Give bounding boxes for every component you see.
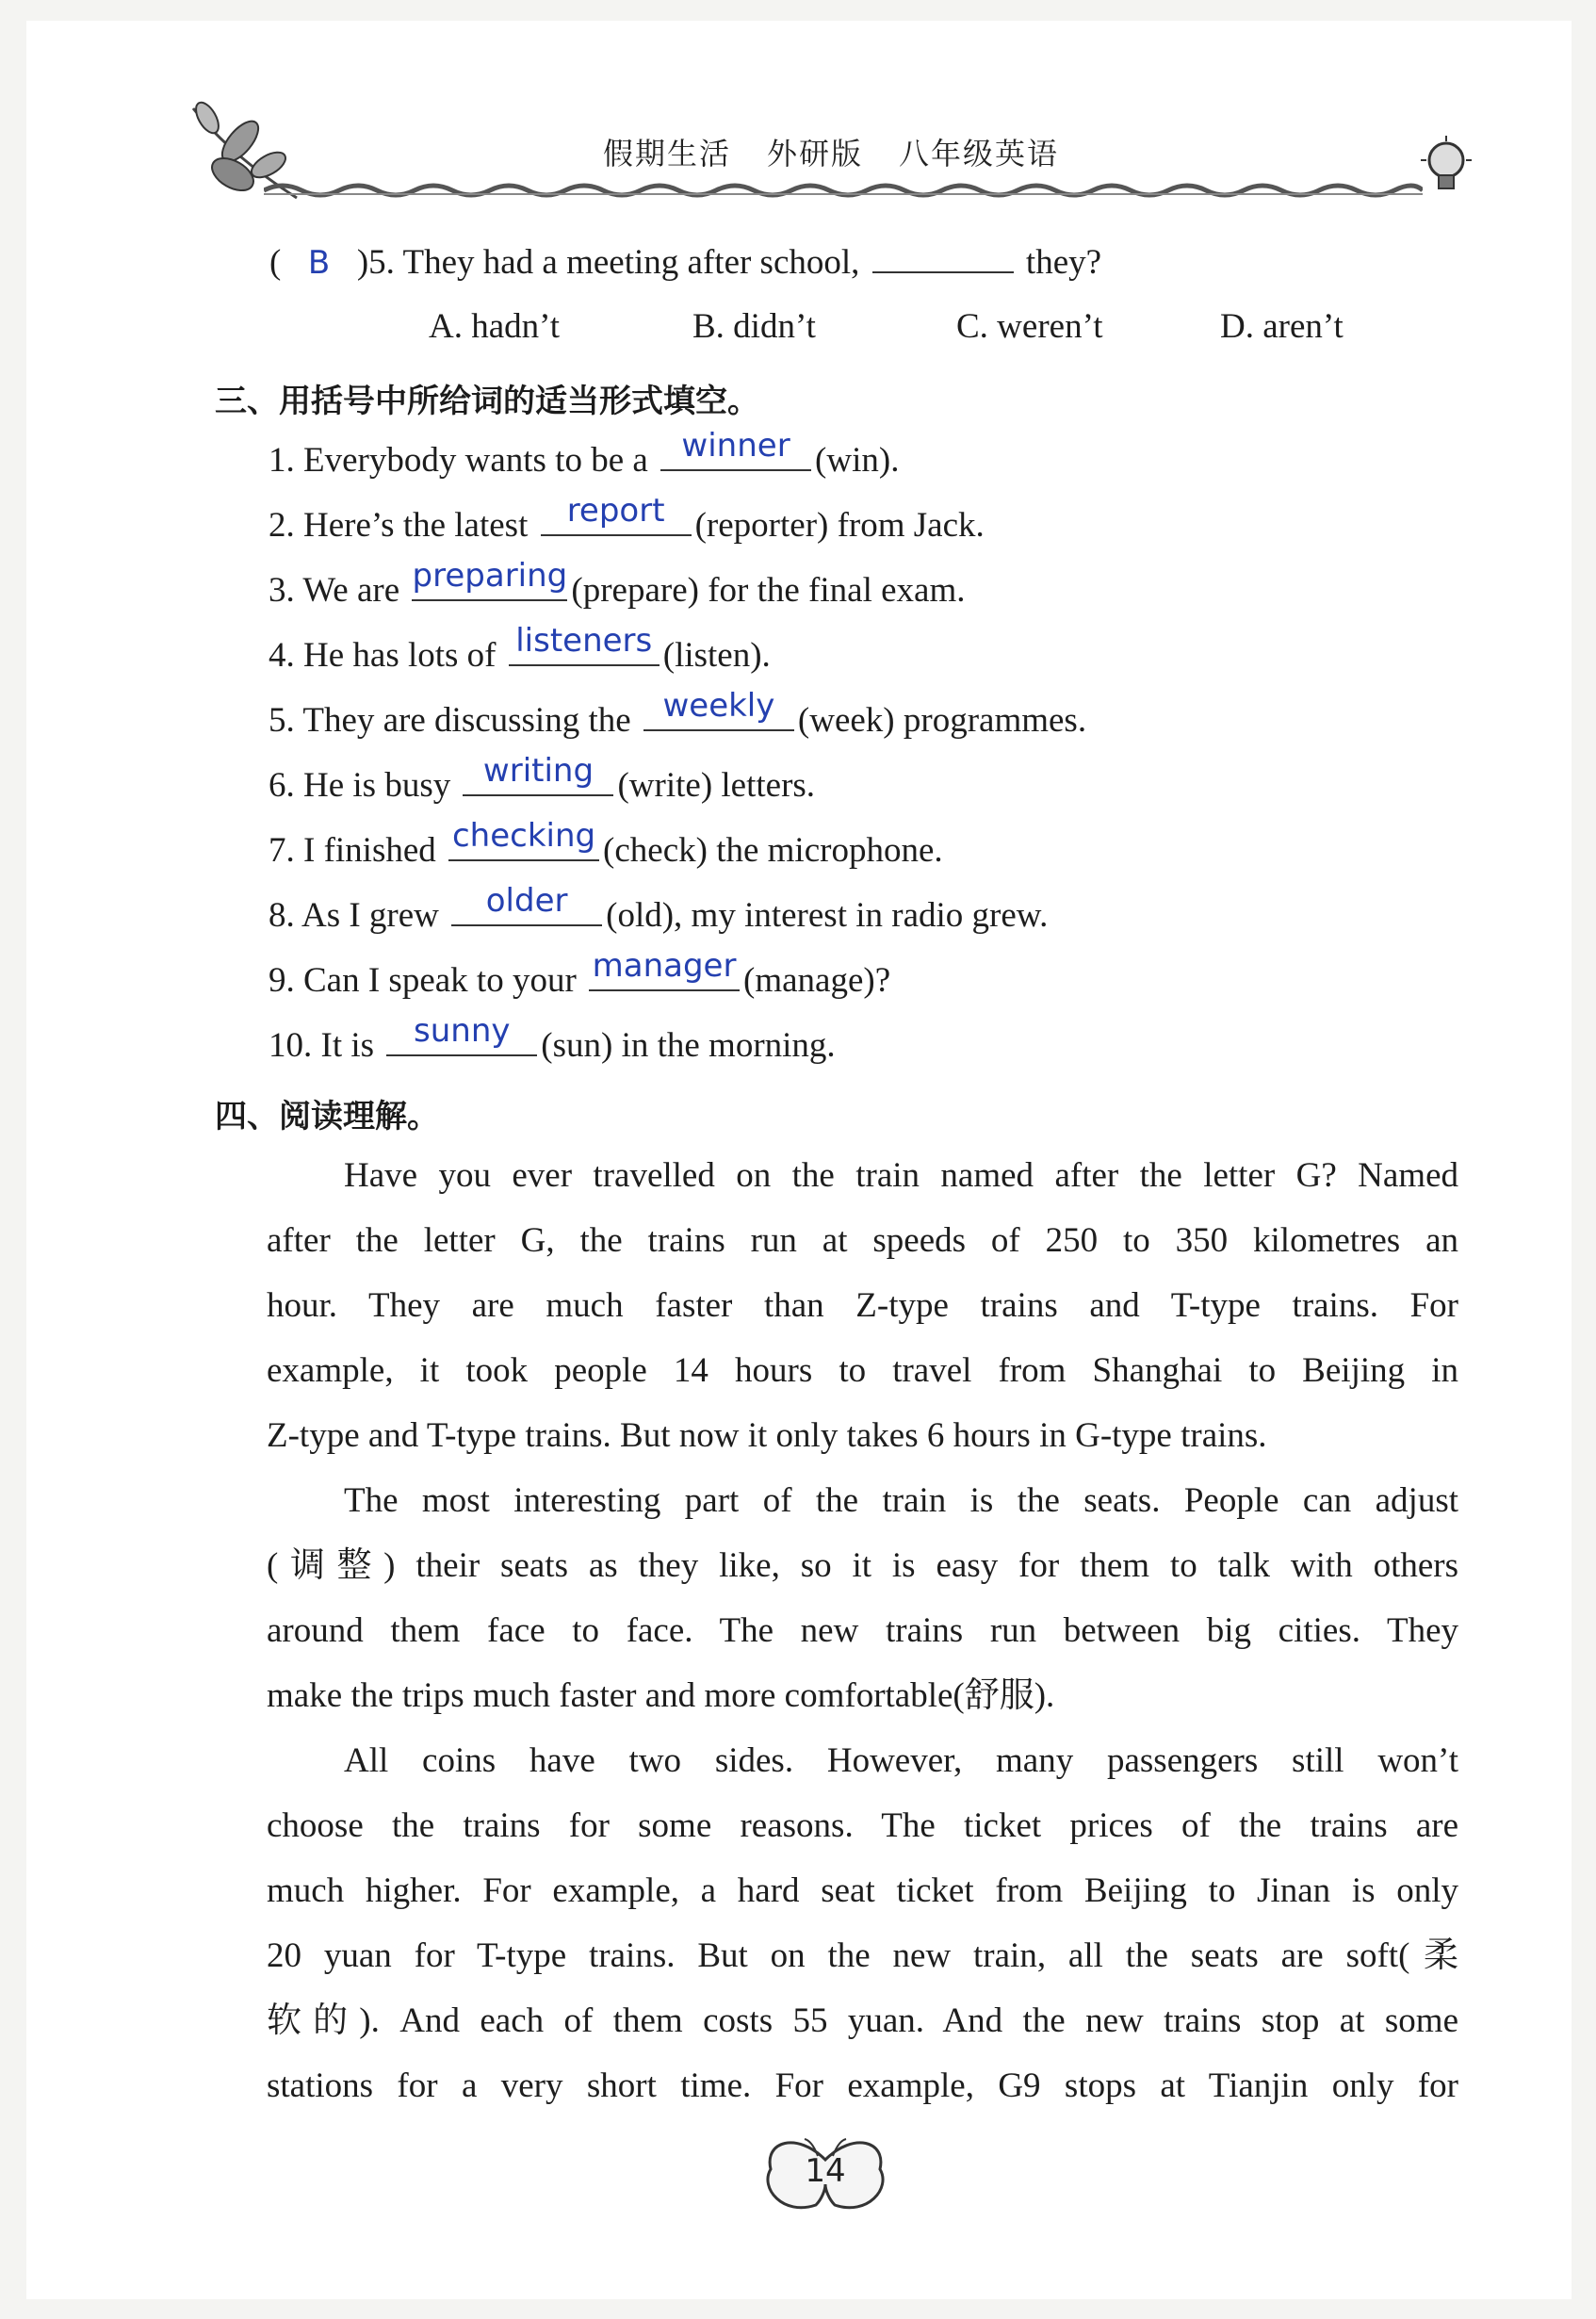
fill-item-10: 10. It is sunny (sun) in the morning. bbox=[269, 1012, 836, 1065]
page-number-badge bbox=[759, 2131, 891, 2218]
fill-item-2: 2. Here’s the latest report (reporter) from Jack. bbox=[269, 492, 985, 545]
fill-answer-1: winner bbox=[681, 427, 790, 465]
fill-item-6: 6. He is busy writing (write) letters. bbox=[269, 752, 816, 805]
fill-answer-9: manager bbox=[592, 947, 737, 985]
fill-blank-4 bbox=[509, 622, 660, 666]
section3-heading: 三、用括号中所给词的适当形式填空。 bbox=[215, 383, 759, 420]
mc-question-text: 5. They had a meeting after school, bbox=[368, 243, 860, 282]
header-part-1: 假期生活 bbox=[603, 136, 732, 171]
mc-blank bbox=[872, 243, 1014, 273]
fill-answer-6: writing bbox=[482, 752, 594, 790]
fill-item-8: 8. As I grew older (old), my interest in radio grew. bbox=[269, 882, 1049, 935]
fill-blank-2 bbox=[541, 492, 692, 536]
fill-blank-8 bbox=[451, 882, 602, 926]
lightbulb-icon bbox=[1413, 132, 1479, 207]
fill-answer-7: checking bbox=[451, 817, 596, 855]
fill-item-9: 9. Can I speak to your manager (manage)? bbox=[269, 947, 891, 1000]
mc-answer: B bbox=[307, 244, 331, 282]
fill-item-1: 1. Everybody wants to be a winner (win). bbox=[269, 427, 900, 480]
paragraph-2-line: (调整) their seats as they like, so it is easy for them to talk with others bbox=[267, 1546, 1458, 1585]
paragraph-3-line: 20 yuan for T-type trains. But on the new train, all the seats are soft(柔 bbox=[267, 1936, 1458, 1975]
paragraph-3-line: 软的). And each of them costs 55 yuan. And the new trains stop at some bbox=[267, 2001, 1458, 2040]
fill-answer-2: report bbox=[566, 492, 665, 530]
mc-tail: they? bbox=[1025, 243, 1102, 282]
fill-blank-7 bbox=[448, 817, 599, 861]
paren-open: ( bbox=[269, 243, 282, 282]
page-header bbox=[0, 0, 1596, 226]
mc-option-d: D. aren’t bbox=[1220, 307, 1344, 346]
reading-paragraph-2 bbox=[267, 1468, 1458, 1728]
paragraph-2-line: The most interesting part of the train is the seats. People can adjust bbox=[344, 1481, 1458, 1520]
reading-paragraph-3 bbox=[267, 1728, 1458, 2118]
fill-blank-1 bbox=[660, 427, 811, 471]
header-part-3: 八年级英语 bbox=[899, 136, 1060, 171]
paragraph-3-line: stations for a very short time. For example, G9 stops at Tianjin only for bbox=[267, 2066, 1458, 2105]
paragraph-3-line: choose the trains for some reasons. The ticket prices of the trains are bbox=[267, 1806, 1458, 1845]
paragraph-3-line: All coins have two sides. However, many passengers still won’t bbox=[344, 1741, 1458, 1780]
fill-answer-10: sunny bbox=[414, 1012, 511, 1050]
mc-option-c: C. weren’t bbox=[956, 307, 1103, 346]
fill-item-7: 7. I finished checking (check) the microphone. bbox=[269, 817, 943, 870]
fill-item-4: 4. He has lots of listeners (listen). bbox=[269, 622, 771, 675]
mc-option-a: A. hadn’t bbox=[429, 307, 561, 346]
mc-option-b: B. didn’t bbox=[692, 307, 816, 346]
fill-answer-4: listeners bbox=[515, 622, 653, 660]
mc-question bbox=[269, 243, 1101, 280]
fill-blank-6 bbox=[463, 752, 613, 796]
page-number: 14 bbox=[805, 2152, 846, 2190]
fill-item-5: 5. They are discussing the weekly (week) programmes. bbox=[269, 687, 1087, 740]
paragraph-1-line: example, it took people 14 hours to travel from Shanghai to Beijing in bbox=[267, 1351, 1458, 1390]
fill-answer-5: weekly bbox=[662, 687, 775, 725]
paren-close: ) bbox=[356, 243, 369, 282]
paragraph-1-line: Have you ever travelled on the train named after the letter G? Named bbox=[344, 1156, 1458, 1195]
paragraph-3-line: much higher. For example, a hard seat ticket from Beijing to Jinan is only bbox=[267, 1871, 1458, 1910]
fill-answer-3: preparing bbox=[412, 557, 568, 595]
paragraph-1-line: after the letter G, the trains run at speeds of 250 to 350 kilometres an bbox=[267, 1221, 1458, 1260]
header-title bbox=[603, 130, 1095, 173]
paragraph-2-line: around them face to face. The new trains run between big cities. They bbox=[267, 1611, 1458, 1650]
fill-blank-3 bbox=[412, 557, 568, 601]
section4-heading: 四、阅读理解。 bbox=[215, 1098, 439, 1135]
reading-paragraph-1 bbox=[267, 1143, 1458, 1468]
fill-item-3: 3. We are preparing (prepare) for the final exam. bbox=[269, 557, 966, 610]
paragraph-2-line: make the trips much faster and more comfortable(舒服). bbox=[267, 1676, 1055, 1715]
paragraph-1-line: Z-type and T-type trains. But now it only takes 6 hours in G-type trains. bbox=[267, 1416, 1267, 1455]
fill-blank-9 bbox=[589, 947, 740, 991]
paragraph-1-line: hour. They are much faster than Z-type trains and T-type trains. For bbox=[267, 1286, 1458, 1325]
header-rope-divider bbox=[264, 179, 1423, 202]
fill-blank-5 bbox=[643, 687, 794, 731]
fill-blank-10 bbox=[386, 1012, 537, 1056]
fill-answer-8: older bbox=[485, 882, 568, 920]
header-part-2: 外研版 bbox=[767, 136, 864, 171]
